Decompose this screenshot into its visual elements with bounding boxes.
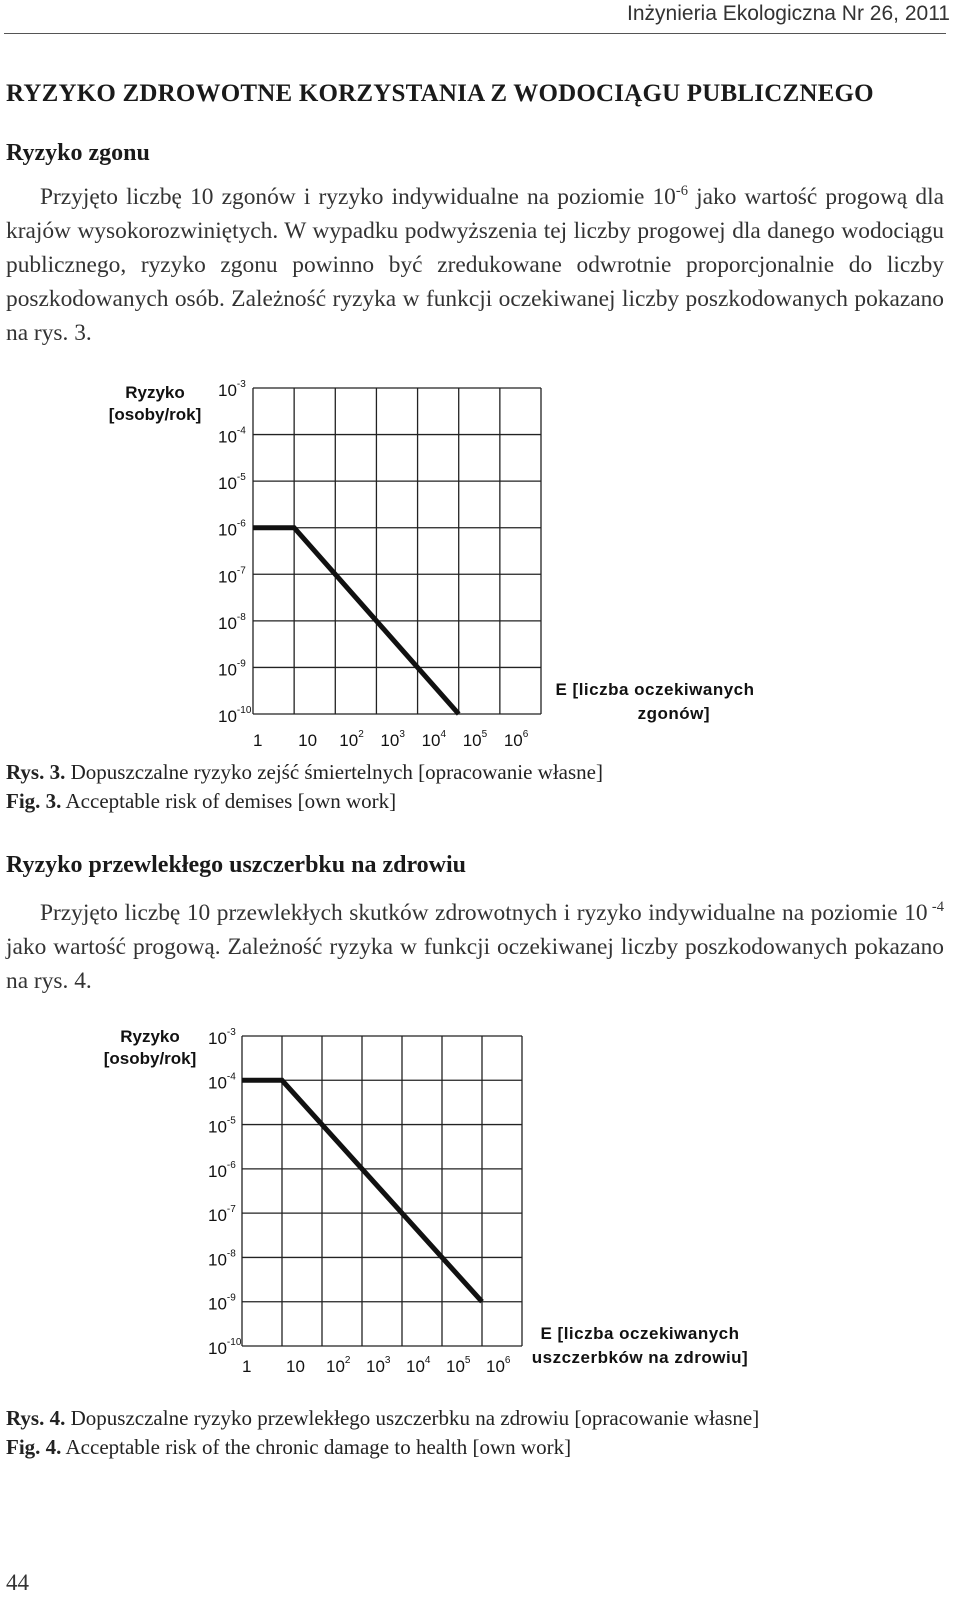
x-axis-title: zgonów] [637,704,710,723]
x-axis-title: uszczerbków na zdrowiu] [531,1348,749,1367]
y-axis-label: Ryzyko [125,383,185,402]
paragraph-text-a: Przyjęto liczbę 10 zgonów i ryzyko indywidualne na poziomie 10 [40,184,676,210]
x-tick-label: 1 [253,731,263,750]
paragraph-death-risk [6,180,944,350]
y-tick-label: $10^{-8}$ [218,611,246,633]
x-axis-title: E [liczba oczekiwanych [540,1324,740,1343]
y-tick-label: $10^{-7}$ [218,565,246,587]
y-tick-label: $10^{-4}$ [218,425,246,447]
x-tick-label: $10^6$ [503,729,529,750]
figure4-text-pl: Dopuszczalne ryzyko przewlekłego uszczerbku na zdrowiu [opracowanie własne] [65,1406,760,1430]
subheading-chronic-damage: Ryzyko przewlekłego uszczerbku na zdrowiu [6,852,467,878]
exponent: -6 [675,183,688,200]
paragraph-text-b: jako wartość progową. Zależność ryzyka w funkcji oczekiwanej liczby poszkodowanych pokazano na rys. 4. [6,934,944,994]
paragraph-text-a: Przyjęto liczbę 10 przewlekłych skutków zdrowotnych i ryzyko indywidualne na poziomie 10 [40,900,928,926]
x-tick-label: $10^2$ [339,729,364,750]
figure4-label-pl: Rys. 4. [6,1406,66,1430]
page-number: 44 [6,1570,29,1595]
x-tick-label: $10^2$ [326,1355,351,1376]
exponent: -4 [927,899,944,916]
y-tick-label: $10^{-9}$ [218,658,246,680]
y-tick-label: $10^{-3}$ [218,379,246,400]
header-rule [4,33,946,34]
y-axis-label: Ryzyko [120,1027,180,1046]
figure4-label-en: Fig. 4. [6,1435,62,1459]
y-tick-label: $10^{-6}$ [218,518,246,540]
x-tick-label: $10^4$ [421,729,447,750]
x-tick-label: $10^5$ [446,1355,471,1376]
figure4-caption-en [6,1433,759,1462]
y-tick-label: $10^{-7}$ [208,1204,236,1226]
figure4-caption-pl [6,1404,759,1433]
y-tick-label: $10^{-6}$ [208,1159,236,1181]
figure3-caption-pl [6,758,603,787]
x-tick-label: $10^6$ [486,1355,511,1376]
x-tick-label: $10^3$ [366,1355,391,1376]
x-tick-label: 10 [286,1357,305,1376]
y-tick-label: $10^{-4}$ [208,1071,236,1093]
y-axis-label: [osoby/rok] [103,1049,197,1068]
figure4-caption [6,1404,759,1462]
x-tick-label: $10^4$ [406,1355,431,1376]
x-tick-label: 1 [242,1357,252,1376]
x-tick-label: $10^5$ [462,729,488,750]
section-title: RYZYKO ZDROWOTNE KORZYSTANIA Z WODOCIĄGU PUBLICZNEGO [6,80,874,107]
journal-header: Inżynieria Ekologiczna Nr 26, 2011 [627,2,950,25]
y-tick-label: $10^{-5}$ [218,472,246,494]
figure3-text-en: Acceptable risk of demises [own work] [61,789,397,813]
y-tick-label: $10^{-10}$ [218,705,252,726]
y-tick-label: $10^{-8}$ [208,1248,236,1270]
figure4-text-en: Acceptable risk of the chronic damage to health [own work] [61,1435,572,1459]
y-tick-label: $10^{-5}$ [208,1115,236,1137]
figure3-caption-en [6,787,603,816]
x-tick-label: $10^3$ [380,729,405,750]
figure3-label-en: Fig. 3. [6,789,62,813]
y-tick-label: $10^{-10}$ [208,1337,242,1358]
y-tick-label: $10^{-3}$ [208,1027,236,1048]
y-axis-label: [osoby/rok] [108,405,202,424]
x-tick-label: 10 [298,731,318,750]
risk-chart-fig4 [0,1018,960,1388]
y-tick-label: $10^{-9}$ [208,1292,236,1314]
x-axis-title: E [liczba oczekiwanych [555,680,755,699]
figure3-text-pl: Dopuszczalne ryzyko zejść śmiertelnych [opracowanie własne] [65,760,603,784]
subheading-death-risk: Ryzyko zgonu [6,140,150,166]
figure3-label-pl: Rys. 3. [6,760,66,784]
risk-chart-fig3 [0,370,960,765]
paragraph-chronic-damage [6,896,944,998]
figure3-caption [6,758,603,816]
paragraph-text-b: jako wartość progową dla krajów wysokorozwiniętych. W wypadku podwyższenia tej liczby progowej dla danego wodociągu publicznego, ryzyko zgonu powinno być zredukowane odwrotnie proporcjonalnie do liczby poszkodowanych osób. Zależność ryzyka w funkcji oczekiwanej liczby poszkodowanych pokazano na rys. 3. [6,184,944,346]
